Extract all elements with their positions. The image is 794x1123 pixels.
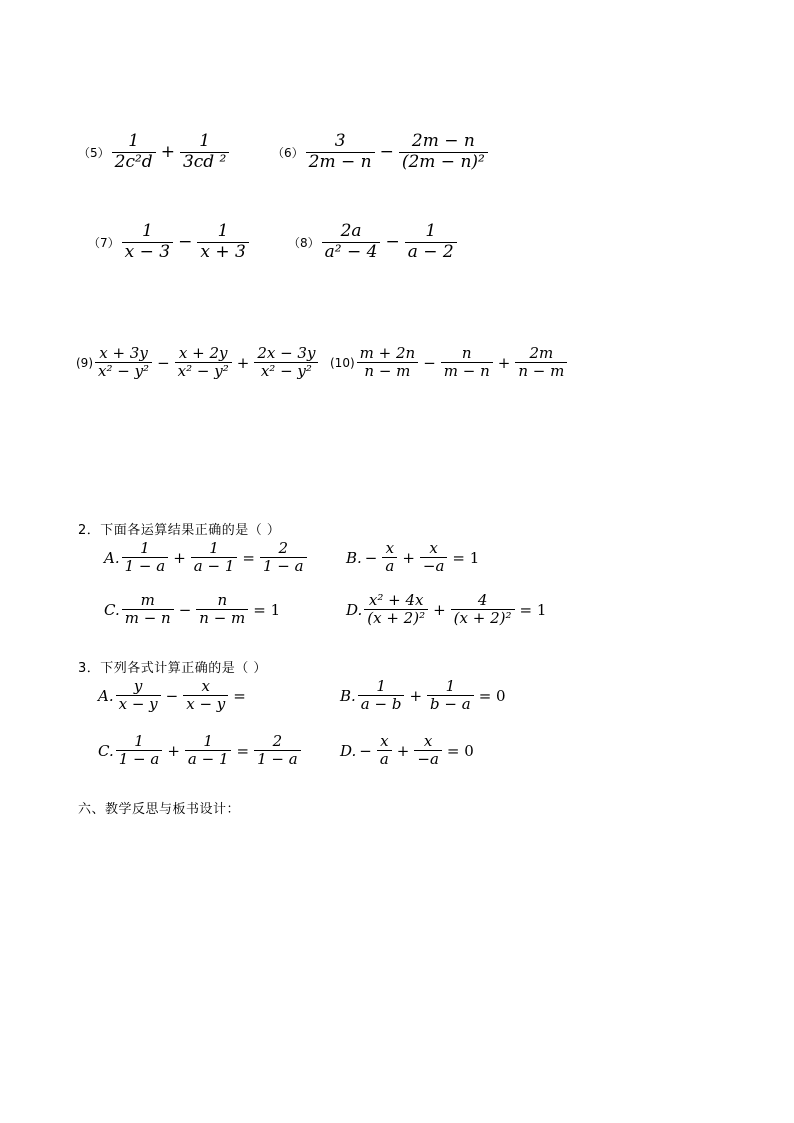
numerator: 3 [334, 131, 346, 151]
fraction [112, 132, 156, 172]
numerator: n [461, 344, 472, 362]
denominator: 2c²d [114, 151, 153, 172]
denominator: (2m − n)² [401, 151, 485, 172]
denominator: (x + 2)² [367, 609, 426, 628]
problem-6 [272, 132, 490, 172]
denominator: a − b [360, 695, 402, 714]
fraction [377, 733, 392, 769]
operator: − [178, 232, 193, 253]
numerator: 2a [340, 221, 362, 241]
denominator: m − n [443, 362, 490, 381]
fraction [196, 592, 248, 628]
fraction [116, 678, 161, 714]
problem-7 [88, 222, 251, 262]
q2-option-a[interactable] [104, 540, 315, 576]
problem-label: （7） [88, 235, 120, 250]
problem-label: (9) [76, 355, 93, 370]
numerator: 1 [128, 131, 140, 151]
q3-option-a[interactable] [98, 678, 249, 714]
numerator: m [140, 591, 155, 609]
operator: − [379, 142, 394, 163]
operator: − [364, 548, 378, 567]
problem-5 [78, 132, 231, 172]
q2-option-c[interactable] [104, 592, 283, 628]
fraction [197, 222, 248, 262]
denominator: 2m − n [308, 151, 372, 172]
fraction [414, 733, 442, 769]
numerator: x² + 4x [368, 591, 424, 609]
denominator: a [379, 750, 389, 769]
operator: + [396, 741, 410, 760]
equation-tail: = 1 [519, 600, 547, 619]
fraction [382, 540, 397, 576]
numerator: x + 2y [178, 344, 228, 362]
denominator: x − 3 [124, 241, 171, 262]
operator: + [409, 686, 423, 705]
operator: = [242, 548, 255, 567]
fraction [420, 540, 448, 576]
operator: − [385, 232, 400, 253]
expression [304, 132, 490, 172]
numerator: y [133, 677, 143, 695]
q3-option-b[interactable] [340, 678, 509, 714]
denominator: −a [417, 750, 439, 769]
denominator: 1 − a [124, 557, 166, 576]
fraction [306, 132, 375, 172]
expression [355, 345, 570, 381]
operator: + [160, 142, 175, 163]
denominator: a − 1 [187, 750, 229, 769]
numerator: x [385, 539, 395, 557]
denominator: x − y [118, 695, 158, 714]
denominator: 1 − a [257, 750, 298, 769]
expression [93, 345, 320, 381]
problem-label: （5） [78, 145, 110, 160]
denominator: x² − y² [98, 362, 150, 381]
fraction [427, 678, 474, 714]
problem-label: (10) [330, 355, 355, 370]
problem-9 [76, 345, 320, 381]
option-letter: B. [340, 686, 356, 705]
operator: + [497, 353, 511, 372]
fraction [515, 345, 567, 381]
numerator: m + 2n [359, 344, 416, 362]
question-3-title: 3．下列各式计算正确的是（ ） [78, 661, 267, 676]
fraction [175, 345, 232, 381]
q3-option-c[interactable] [98, 733, 309, 769]
operator: − [165, 686, 179, 705]
numerator: 2 [278, 539, 289, 557]
operator: + [402, 548, 415, 567]
numerator: x + 3y [99, 344, 148, 362]
denominator: a − 1 [193, 557, 235, 576]
fraction [191, 540, 238, 576]
denominator: −a [422, 557, 445, 576]
denominator: n − m [364, 362, 411, 381]
option-letter: A. [104, 548, 120, 567]
fraction [364, 592, 428, 628]
fraction [183, 678, 228, 714]
option-letter: B. [346, 548, 362, 567]
denominator: a² − 4 [324, 241, 378, 262]
numerator: x [380, 732, 389, 750]
operator: − [359, 741, 372, 760]
fraction [405, 222, 457, 262]
numerator: 2x − 3y [257, 344, 316, 362]
numerator: 1 [217, 221, 229, 241]
denominator: a − 2 [407, 241, 454, 262]
numerator: 1 [425, 221, 437, 241]
operator: − [157, 353, 170, 372]
fraction [441, 345, 493, 381]
fraction [451, 592, 515, 628]
equation-tail: = 1 [452, 548, 480, 567]
fraction [180, 132, 229, 172]
denominator: a [385, 557, 395, 576]
expression [362, 540, 450, 576]
fraction [122, 540, 169, 576]
fraction [185, 733, 232, 769]
operator: − [178, 600, 192, 619]
expression [120, 540, 309, 576]
numerator: 1 [203, 732, 213, 750]
denominator: x − y [186, 695, 226, 714]
numerator: 1 [209, 539, 219, 557]
fraction [357, 345, 419, 381]
numerator: 2m − n [411, 131, 475, 151]
expression [110, 132, 232, 172]
numerator: 2m [529, 344, 554, 362]
option-letter: D. [340, 741, 357, 760]
fraction [260, 540, 307, 576]
operator: − [423, 353, 436, 372]
expression [362, 592, 516, 628]
numerator: x [423, 732, 433, 750]
fraction [122, 222, 173, 262]
option-letter: C. [104, 600, 120, 619]
numerator: x [429, 539, 438, 557]
problem-label: （6） [272, 145, 304, 160]
numerator: 1 [141, 221, 153, 241]
equation-tail: = 0 [446, 741, 474, 760]
expression [114, 678, 231, 714]
fraction [358, 678, 405, 714]
section-6-title: 六、教学反思与板书设计： [78, 802, 241, 817]
denominator: b − a [430, 695, 471, 714]
fraction [95, 345, 152, 381]
denominator: x² − y² [260, 362, 312, 381]
denominator: n − m [199, 609, 246, 628]
numerator: 4 [477, 591, 488, 609]
operator: + [236, 353, 250, 372]
problem-8 [288, 222, 459, 262]
denominator: 1 − a [262, 557, 304, 576]
numerator: 2 [272, 732, 283, 750]
fraction [254, 733, 301, 769]
expression [356, 678, 476, 714]
operator: + [433, 600, 446, 619]
option-letter: D. [346, 600, 363, 619]
question-2-title: 2．下面各运算结果正确的是（ ） [78, 523, 281, 538]
operator: + [167, 741, 180, 760]
expression [120, 222, 251, 262]
numerator: 1 [140, 539, 150, 557]
expression [320, 222, 459, 262]
equation-tail: = 1 [253, 600, 281, 619]
expression [114, 733, 303, 769]
numerator: 1 [445, 677, 456, 695]
equation-tail: = 0 [478, 686, 506, 705]
fraction [322, 222, 381, 262]
denominator: x² − y² [177, 362, 229, 381]
fraction [254, 345, 318, 381]
expression [356, 733, 444, 769]
denominator: x + 3 [200, 241, 246, 262]
numerator: n [217, 591, 228, 609]
operator: = [236, 741, 250, 760]
equation-tail: = [233, 686, 246, 705]
denominator: 3cd ² [182, 151, 227, 172]
expression [120, 592, 251, 628]
denominator: n − m [518, 362, 565, 381]
problem-10 [330, 345, 569, 381]
numerator: 1 [134, 732, 144, 750]
numerator: 1 [376, 677, 386, 695]
problem-label: （8） [288, 235, 320, 250]
q3-option-d[interactable] [340, 733, 477, 769]
fraction [399, 132, 488, 172]
q2-option-b[interactable] [346, 540, 482, 576]
operator: + [173, 548, 186, 567]
denominator: 1 − a [118, 750, 160, 769]
q2-option-d[interactable] [346, 592, 549, 628]
denominator: m − n [124, 609, 171, 628]
option-letter: C. [98, 741, 114, 760]
fraction [116, 733, 163, 769]
denominator: (x + 2)² [453, 609, 512, 628]
numerator: x [201, 677, 210, 695]
numerator: 1 [199, 131, 211, 151]
fraction [122, 592, 174, 628]
option-letter: A. [98, 686, 114, 705]
